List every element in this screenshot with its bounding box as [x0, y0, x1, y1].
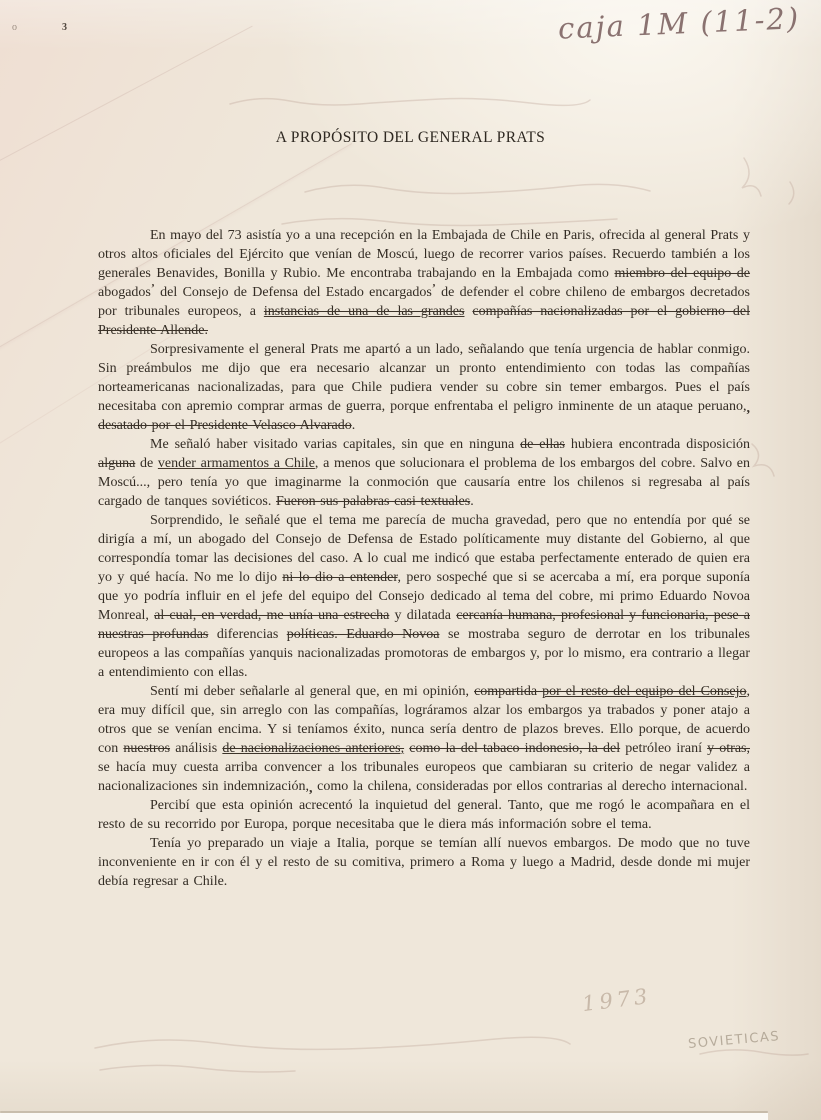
struck-text: compañías nacionalizadas por el gobierno del Presidente Allende.	[98, 304, 750, 338]
underlined-text: vender armamentos a Chile	[157, 456, 315, 471]
text: y dilatada	[389, 608, 457, 623]
struck-underlined-text: instancias de una de las grandes	[263, 304, 465, 319]
text: del Consejo de Defensa del Estado encargados	[154, 285, 432, 300]
text: análisis	[170, 741, 223, 756]
text: Sentí mi deber señalarle al general que, en mi opinión,	[150, 684, 475, 699]
text: , a menos que solucionara el problema de los embargos del cobre. Salvo en Moscú..., pero tenía yo que imaginarme la conmoción que causaría entre los chilenos si regresaba al país cargado de tanques soviéticos.	[98, 456, 750, 509]
scanner-background-strip	[0, 1113, 768, 1120]
text: .	[351, 418, 356, 433]
text: de defender el cobre chileno de embargos decretados por tribunales europeos, a	[98, 285, 750, 319]
text: se hacía muy cuesta arriba convencer a los tribunales europeos que cambiaran su criterio de negar validez a nacionalizaciones sin indemnización,	[98, 760, 750, 794]
struck-underlined-text: por el resto del equipo del Consejo	[542, 684, 747, 699]
text: se mostraba seguro de derrotar en los tribunales europeos a las compañías yanquis nacionalizadas promotoras de embargos y, por lo mismo, era contrario a llegar a entendimiento con ellas.	[98, 627, 750, 680]
document-title: A PROPÓSITO DEL GENERAL PRATS	[275, 129, 546, 146]
text: , era muy difícil que, sin arreglo con las compañías, lográramos alzar los embargos ya trabados y poner atajo a otros que se venían encima. Y si teníamos éxito, nunca sería dentro de plazos breves. Ello porque, de acuerdo con	[98, 684, 750, 756]
struck-text: Fueron sus palabras casi textuales	[276, 494, 471, 509]
pen-mark: ʼ	[150, 281, 155, 295]
struck-text: nuestros	[123, 741, 171, 756]
text: diferencias	[208, 627, 287, 642]
text: de	[135, 456, 158, 471]
handwritten-box-label: caja 1M (11-2)	[557, 1, 801, 46]
text: .	[470, 494, 474, 509]
faint-pencil-year: 1973	[580, 983, 653, 1017]
struck-text: desatado por el Presidente Velasco Alvarado	[98, 418, 352, 433]
pen-mark: ʼ	[431, 281, 436, 295]
paragraph	[98, 340, 750, 435]
text: Percibí que esta opinión acrecentó la inquietud del general. Tanto, que me rogó le acompañara en el resto de su recorrido por Europa, porque necesitaba que le diera más información sobre el tema.	[98, 798, 750, 832]
struck-text: políticas. Eduardo Novoa	[286, 627, 440, 642]
paragraph	[98, 796, 750, 834]
paragraph	[98, 682, 750, 796]
paragraph	[98, 511, 750, 682]
pen-mark: ,	[309, 781, 313, 796]
struck-text: miembro del equipo de	[614, 266, 751, 281]
struck-underlined-text: de nacionalizaciones anteriores,	[222, 741, 405, 756]
paragraph	[98, 226, 750, 340]
text: , pero sospeché que si se acercaba a mí, era porque suponía que yo podría influir en el jefe del equipo del Consejo dedicado al tema del cobre, mi primo Eduardo Novoa Monreal,	[98, 570, 751, 623]
text: abogados	[98, 285, 151, 300]
text: En mayo del 73 asistía yo a una recepción en la Embajada de Chile en Paris, ofrecida al general Prats y otros altos oficiales del Ejército que venían de Moscú, luego de recorrer varios países. Recuerdo también a los generales Benavides, Bonilla y Rubio. Me encontraba trabajando en la Embajada como	[98, 228, 750, 281]
text: hubiera encontrada disposición	[564, 437, 750, 452]
struck-text: compartida	[474, 684, 543, 699]
struck-text: alguna	[98, 456, 136, 471]
text: Sorpresivamente el general Prats me apartó a un lado, señalando que tenía urgencia de hablar conmigo. Sin preámbulos me dijo que era necesario alcanzar un pronto entendimiento con todas las compañías norteamericanas nacionalizadas, para que Chile pudiera vender su cobre sin temer embargos. Pues el país necesitaba con apremio comprar armas de guerra, porque enfrentaba el peligro inminente de un ataque peruano,	[98, 342, 750, 414]
corner-mark-numeral: 3	[62, 22, 67, 33]
struck-text: ni lo dio a entender	[282, 570, 398, 585]
faint-pencil-word: SOVIETICAS	[687, 1029, 781, 1052]
struck-text: cercanía humana, profesional y funcionaria, pese a nuestras profundas	[98, 608, 750, 642]
text: petróleo iraní	[620, 741, 708, 756]
paragraph	[98, 834, 750, 891]
struck-text: de ellas	[520, 437, 565, 452]
pen-mark: ,	[746, 401, 750, 416]
text: como la chilena, consideradas por ellos contrarias al derecho internacional.	[312, 779, 748, 794]
struck-text: como la del tabaco indonesio, la del	[409, 741, 621, 756]
paragraph	[98, 435, 750, 511]
text: Sorprendido, le señalé que el tema me parecía de mucha gravedad, pero que no entendía por qué se dirigía a mí, un abogado del Consejo de Defensa de Estado políticamente muy distante del Gobierno, al que correspondía tomar las decisiones del caso. A lo cual me indicó que estaba perfectamente enterado de quien era yo y qué hacía. No me lo dijo	[98, 513, 750, 585]
text: Me señaló haber visitado varias capitales, sin que en ninguna	[150, 437, 521, 452]
corner-mark-circle: o	[12, 22, 17, 33]
struck-text: y otras,	[707, 741, 750, 756]
document-body	[98, 226, 750, 891]
struck-text: al cual, en verdad, me unía una estrecha	[154, 608, 390, 623]
text: Tenía yo preparado un viaje a Italia, porque se temían allí nuevos embargos. De modo que no tuve inconveniente en ir con él y el resto de su comitiva, primero a Roma y luego a Madrid, desde donde mi mujer debía regresar a Chile.	[98, 836, 750, 889]
